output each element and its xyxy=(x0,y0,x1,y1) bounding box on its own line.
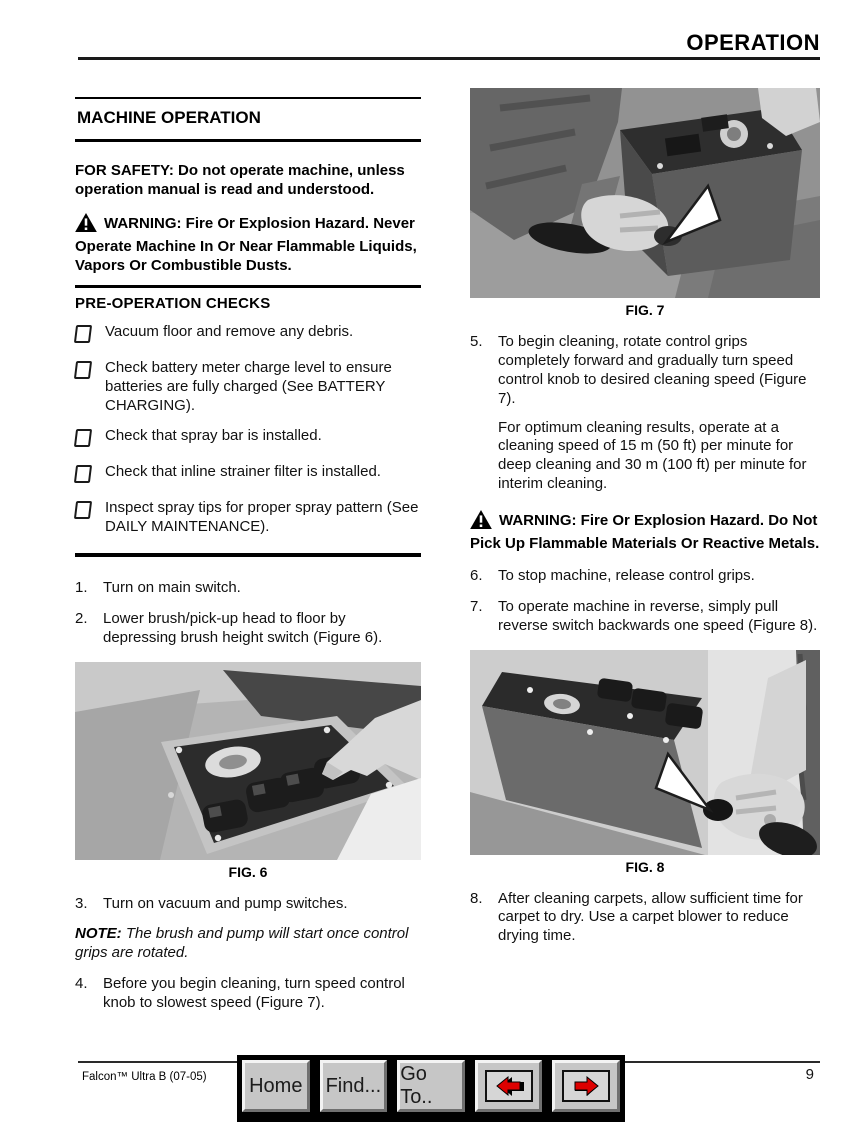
step-number: 4. xyxy=(75,975,88,993)
step-text: To begin cleaning, rotate control grips completely forward and gradually turn speed control knob to desired cleaning speed (Figure 7). xyxy=(498,333,807,407)
list-item xyxy=(75,427,421,452)
figure-8-caption: FIG. 8 xyxy=(625,858,665,875)
nav-tile xyxy=(470,1055,548,1122)
page-number: 9 xyxy=(805,1066,814,1083)
warning-icon xyxy=(470,510,492,535)
step-number: 5. xyxy=(470,333,483,350)
figure-8-photo xyxy=(470,650,820,855)
step-5-paragraph: For optimum cleaning results, operate at a cleaning speed of 15 m (50 ft) per minute for deep cleaning and 30 m (100 ft) per minute for interim cleaning. xyxy=(498,418,807,493)
nav-tile xyxy=(237,1055,315,1122)
step-text: To stop machine, release control grips. xyxy=(498,566,755,584)
step-text: Turn on vacuum and pump switches. xyxy=(103,894,348,912)
right-column xyxy=(470,88,820,946)
step-2 xyxy=(75,610,421,648)
nav-tile xyxy=(547,1055,625,1122)
checkbox-icon xyxy=(75,427,105,452)
section-machine-operation xyxy=(75,97,421,142)
checks-title: PRE-OPERATION CHECKS xyxy=(75,295,271,313)
list-item xyxy=(75,499,421,537)
page-header-title: OPERATION xyxy=(686,30,820,55)
find-button[interactable]: Find... xyxy=(320,1060,388,1112)
footer-model-text: Falcon™ Ultra B (07-05) xyxy=(82,1071,207,1083)
figure-7-photo xyxy=(470,88,820,298)
note-label: NOTE: xyxy=(75,925,122,943)
step-4 xyxy=(75,975,421,1013)
check-text: Inspect spray tips for proper spray pattern (See DAILY MAINTENANCE). xyxy=(105,499,419,536)
next-page-button[interactable] xyxy=(552,1060,620,1112)
step-number: 8. xyxy=(470,889,483,907)
step-text: Turn on main switch. xyxy=(103,578,241,596)
step-8 xyxy=(470,890,820,947)
figure-6-caption: FIG. 6 xyxy=(228,863,268,880)
list-item xyxy=(75,463,421,488)
step-text: To operate machine in reverse, simply pull reverse switch backwards one speed (Figure 8). xyxy=(498,597,818,634)
step-5 xyxy=(470,333,820,409)
step-3 xyxy=(75,895,421,914)
warning-right xyxy=(470,510,820,554)
step-number: 3. xyxy=(75,894,88,912)
checkbox-icon xyxy=(75,463,105,488)
step-text: After cleaning carpets, allow sufficient time for carpet to dry. Use a carpet blower to reduce drying time. xyxy=(498,889,803,945)
next-page-icon xyxy=(562,1070,610,1102)
checkbox-icon xyxy=(75,499,105,537)
nav-tile xyxy=(315,1055,393,1122)
step-text: Lower brush/pick-up head to floor by depressing brush height switch (Figure 6). xyxy=(103,609,383,646)
step-7 xyxy=(470,598,820,636)
list-item xyxy=(75,323,421,348)
navigation-bar xyxy=(237,1055,625,1122)
step-6 xyxy=(470,567,820,586)
list-item xyxy=(75,359,421,416)
check-text: Vacuum floor and remove any debris. xyxy=(105,323,354,341)
step-number: 6. xyxy=(470,566,483,584)
for-safety-text: FOR SAFETY: Do not operate machine, unless operation manual is read and understood. xyxy=(75,162,405,198)
checkbox-icon xyxy=(75,323,105,348)
check-text: Check battery meter charge level to ensure batteries are fully charged (See BATTERY CHARGING). xyxy=(105,359,392,415)
step-1 xyxy=(75,579,421,598)
warning-left-text: WARNING: Fire Or Explosion Hazard. Never Operate Machine In Or Near Flammable Liquids, Vapors Or Combustible Dusts. xyxy=(75,214,417,274)
prev-page-icon xyxy=(485,1070,533,1102)
figure-7-caption: FIG. 7 xyxy=(625,302,665,318)
goto-button[interactable]: Go To.. xyxy=(397,1060,465,1112)
checkbox-icon xyxy=(75,359,105,416)
pre-operation-checks xyxy=(75,285,421,556)
check-text: Check that inline strainer filter is installed. xyxy=(105,463,381,481)
warning-right-text: WARNING: Fire Or Explosion Hazard. Do Not Pick Up Flammable Materials Or Reactive Metals. xyxy=(470,512,820,553)
section-title: MACHINE OPERATION xyxy=(77,108,261,127)
header-rule xyxy=(78,57,820,60)
check-text: Check that spray bar is installed. xyxy=(105,427,322,445)
warning-left xyxy=(75,213,421,276)
step-number: 1. xyxy=(75,578,88,596)
note-text: The brush and pump will start once control grips are rotated. xyxy=(75,925,409,962)
home-button[interactable]: Home xyxy=(242,1060,310,1112)
step-number: 2. xyxy=(75,609,88,627)
note-paragraph xyxy=(75,925,421,963)
figure-6-photo xyxy=(75,662,421,860)
step-number: 7. xyxy=(470,597,483,615)
nav-tile xyxy=(392,1055,470,1122)
step-text: Before you begin cleaning, turn speed control knob to slowest speed (Figure 7). xyxy=(103,975,405,1012)
warning-icon xyxy=(75,213,97,238)
prev-page-button[interactable] xyxy=(475,1060,543,1112)
left-column xyxy=(75,97,421,1013)
